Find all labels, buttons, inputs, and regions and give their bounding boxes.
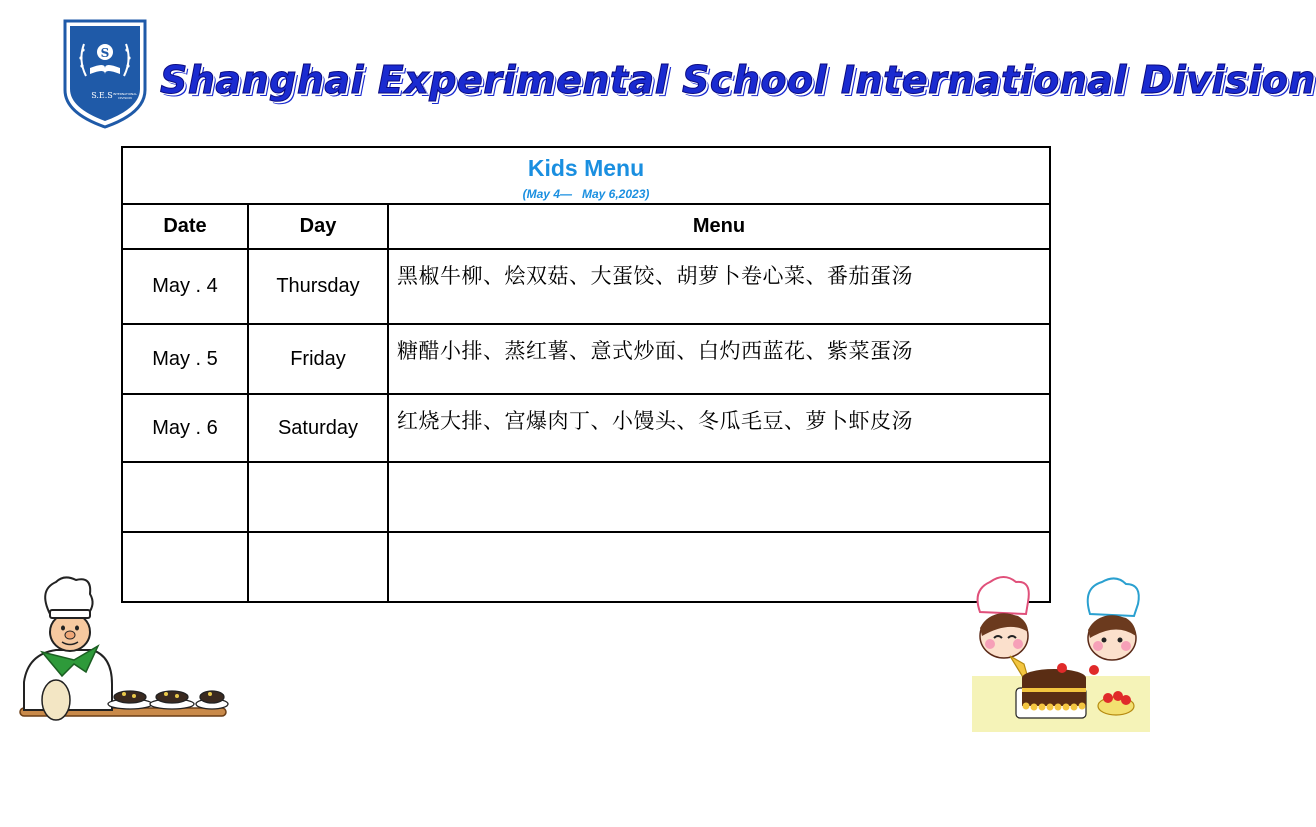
menu-cell: 糖醋小排、蒸红薯、意式炒面、白灼西蓝花、紫菜蛋汤 [388,324,1050,394]
table-row [122,249,1050,324]
chef-illustration [16,572,230,738]
day-cell: Thursday [248,249,388,324]
day-cell: Saturday [248,394,388,462]
kids-menu-table [121,146,1051,603]
menu-cell [388,532,1050,602]
column-header-date: Date [122,204,248,249]
menu-cell: 红烧大排、宫爆肉丁、小馒头、冬瓜毛豆、萝卜虾皮汤 [388,394,1050,462]
date-cell: May . 4 [122,249,248,324]
table-row [122,324,1050,394]
day-cell: Friday [248,324,388,394]
column-header-day: Day [248,204,388,249]
menu-cell: 黑椒牛柳、烩双菇、大蛋饺、胡萝卜卷心菜、番茄蛋汤 [388,249,1050,324]
column-header-menu: Menu [388,204,1050,249]
menu-date-range: (May 4— May 6,2023) [522,187,650,201]
svg-text:S: S [100,46,110,60]
svg-text:DIVISION: DIVISION [118,96,132,100]
svg-text:INTERNATIONAL: INTERNATIONAL [112,92,138,96]
date-cell [122,462,248,532]
kids-cake-illustration [970,572,1152,734]
day-cell [248,462,388,532]
date-cell: May . 6 [122,394,248,462]
date-cell: May . 5 [122,324,248,394]
table-row [122,394,1050,462]
menu-cell [388,462,1050,532]
school-name: Shanghai Experimental School International Division [160,58,1316,102]
menu-title-cell [122,147,1050,204]
menu-title: Kids Menu [527,155,645,181]
table-row-empty [122,532,1050,602]
table-row-empty [122,462,1050,532]
logo-text: S.E.S [91,91,113,100]
school-logo [62,18,148,130]
day-cell [248,532,388,602]
